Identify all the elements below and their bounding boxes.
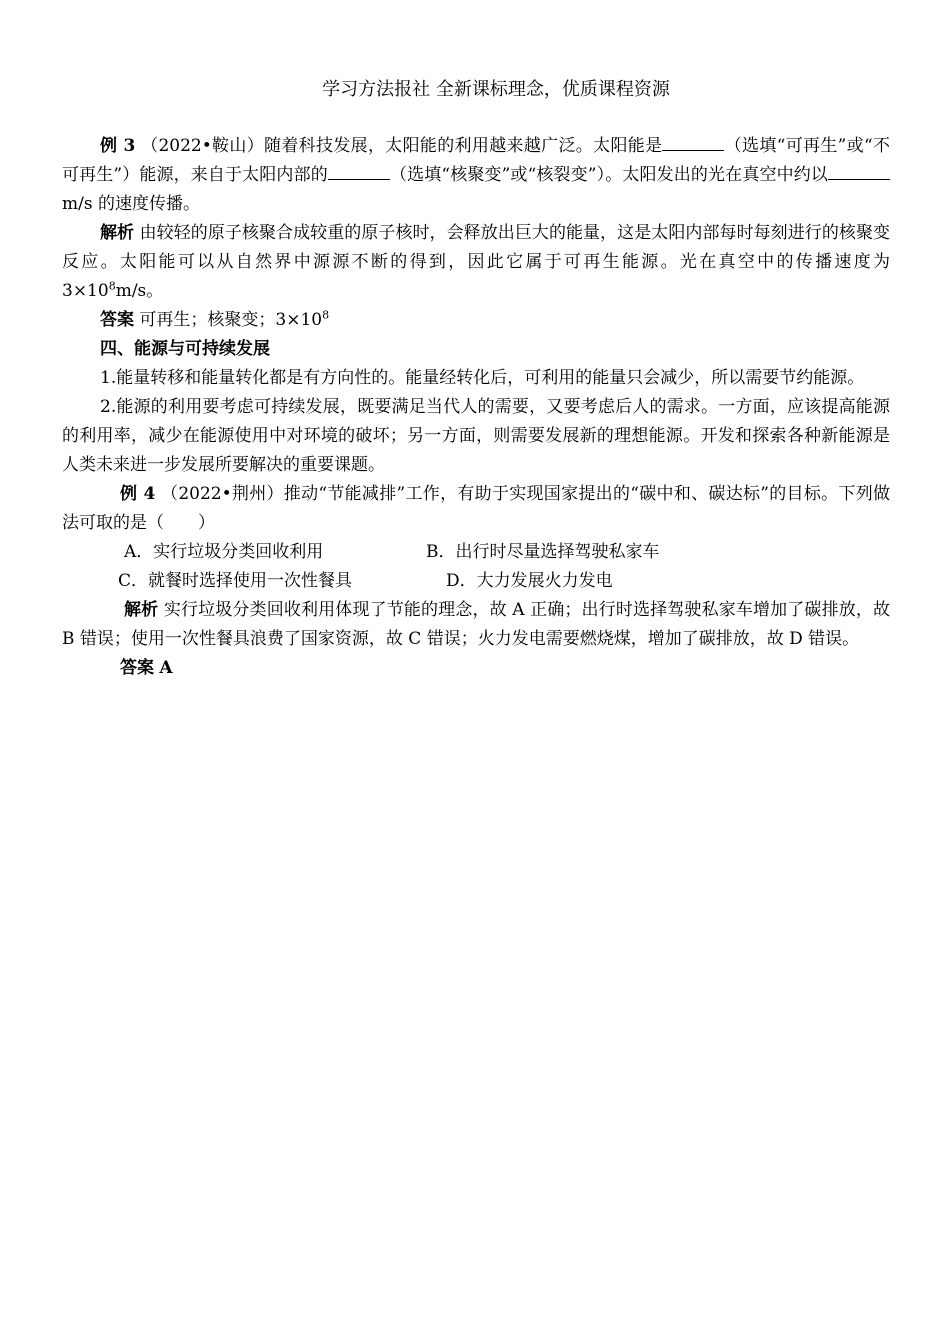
example-3-text-2: （选填“可再生”或“不可再生”）能源，来自于太阳内部的: [62, 136, 891, 185]
analysis-label: 解析: [100, 223, 135, 243]
example-3-text-4: m/s 的速度传播。: [62, 194, 200, 214]
exponent: 8: [108, 279, 116, 293]
example-4-question: [62, 480, 890, 538]
answer-label: 答案: [100, 310, 134, 330]
answer-blank-1: [662, 134, 724, 151]
answer-label: 答案: [120, 658, 154, 678]
example-4-analysis: [62, 596, 890, 654]
analysis-label: 解析: [124, 600, 159, 620]
answer-blank-2: [328, 163, 390, 180]
example-3-question: [62, 132, 890, 219]
example-4-answer-value: A: [159, 658, 173, 678]
section-4-paragraph-2: 2.能源的利用要考虑可持续发展，既要满足当代人的需要，又要考虑后人的需求。一方面，应该提高能源的利用率，减少在能源使用中对环境的破坏；另一方面，则需要发展新的理想能源。开发和探索各种新能源是人类未来进一步发展所要解决的重要课题。: [62, 397, 890, 475]
example-3-text-3: （选填“核聚变”或“核裂变”）。太阳发出的光在真空中约以: [389, 165, 828, 185]
example-3-analysis-unit: m/s。: [115, 281, 164, 301]
example-4-text: 推动“节能减排”工作，有助于实现国家提出的“碳中和、碳达标”的目标。下列做法可取的是（ ）: [62, 484, 891, 533]
example-3-answer-text: 可再生；核聚变；3×10: [139, 310, 323, 330]
page-header: 学习方法报社 全新课标理念，优质课程资源: [322, 79, 670, 100]
options-row-1: [62, 538, 890, 567]
document-page: [62, 76, 890, 683]
option-d: D．大力发展火力发电: [446, 571, 613, 591]
section-4-title: 四、能源与可持续发展: [100, 339, 270, 359]
example-3-source: （2022•鞍山）: [141, 136, 265, 156]
example-4-analysis-text: 实行垃圾分类回收利用体现了节能的理念，故 A 正确；出行时选择驾驶私家车增加了碳排放，故 B 错误；使用一次性餐具浪费了国家资源，故 C 错误；火力发电需要燃烧煤，增加了碳排放，故 D 错误。: [62, 600, 891, 649]
options-row-2: [62, 567, 890, 596]
example-4-answer: [62, 654, 890, 683]
exponent: 8: [322, 308, 330, 322]
example-3-answer: [62, 306, 890, 335]
example-3-text-1: 随着科技发展，太阳能的利用越来越广泛。太阳能是: [264, 136, 663, 156]
example-3-label: 例 3: [100, 136, 136, 156]
section-4-paragraph-1: 1.能量转移和能量转化都是有方向性的。能量经转化后，可利用的能量只会减少，所以需要节约能源。: [100, 368, 865, 388]
option-a: A．实行垃圾分类回收利用: [124, 542, 324, 562]
example-4-label: 例 4: [120, 484, 156, 504]
option-b: B．出行时尽量选择驾驶私家车: [426, 542, 660, 562]
example-3-analysis-text: 由较轻的原子核聚合成较重的原子核时，会释放出巨大的能量，这是太阳内部每时每刻进行的核聚变反应。太阳能可以从自然界中源源不断的得到，因此它属于可再生能源。光在真空中的传播速度为 3×10: [62, 223, 891, 301]
option-c: C．就餐时选择使用一次性餐具: [118, 571, 353, 591]
example-4-source: （2022•荆州）: [161, 484, 284, 504]
answer-blank-3: [828, 163, 890, 180]
example-3-analysis: [62, 219, 890, 306]
